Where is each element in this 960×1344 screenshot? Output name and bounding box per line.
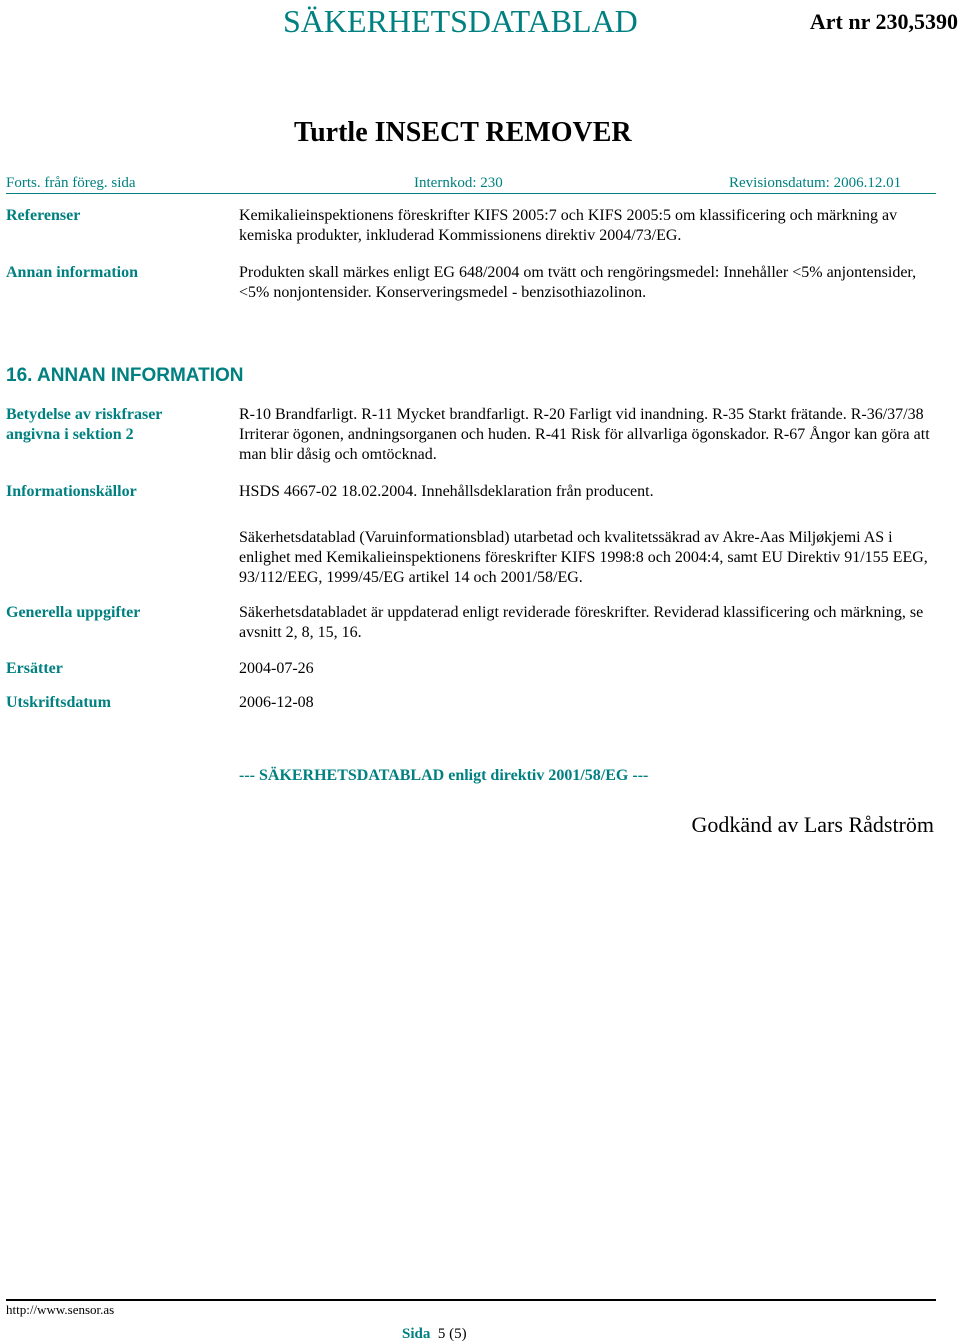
informationskallor-text: HSDS 4667-02 18.02.2004. Innehållsdeklaration från producent. — [239, 483, 654, 500]
page-indicator — [402, 1325, 467, 1343]
utskriftsdatum-label: Utskriftsdatum — [6, 694, 111, 711]
directive-line: --- SÄKERHETSDATABLAD enligt direktiv 2001/58/EG --- — [239, 767, 649, 784]
referenser-text: Kemikalieinspektionens föreskrifter KIFS 2005:7 och KIFS 2005:5 om klassificering och märkning av kemiska produkter, inkluderad Kommissionens direktiv 2004/73/EG. — [239, 207, 898, 244]
page-number: 5 (5) — [437, 1326, 467, 1342]
annan-information-label: Annan information — [6, 264, 139, 281]
page-label: Sida — [402, 1326, 431, 1342]
datasheet-statement: Säkerhetsdatablad (Varuinformationsblad) utarbetad och kvalitetssäkrad av Akre-Aas Miljøkjemi AS i enlighet med Kemikalieinspektionens föreskrifter KIFS 1998:8 och 2004:4, samt EU Direktiv 91/155 EEG, 93/112/EEG, 1999/45/EG artikel 14 och 2001/58/EG. — [239, 529, 928, 586]
continued-from-previous: Forts. från föreg. sida — [6, 175, 136, 191]
website-link[interactable]: http://www.sensor.as — [6, 1302, 115, 1317]
section-16-heading: 16. ANNAN INFORMATION — [6, 365, 244, 386]
informationskallor-label: Informationskällor — [6, 483, 137, 500]
header-divider — [6, 193, 936, 194]
generella-uppgifter-label: Generella uppgifter — [6, 604, 141, 621]
ersatter-label: Ersätter — [6, 660, 63, 677]
riskfraser-text: R-10 Brandfarligt. R-11 Mycket brandfarligt. R-20 Farligt vid inandning. R-35 Starkt frätande. R-36/37/38 Irriterar ögonen, andningsorganen och huden. R-41 Risk för allvarliga ögonskador. R-67 Ångor kan göra att man blir dåsig och omtöcknad. — [239, 406, 930, 463]
ersatter-value: 2004-07-26 — [239, 660, 314, 677]
product-name: Turtle INSECT REMOVER — [294, 117, 632, 148]
utskriftsdatum-value: 2006-12-08 — [239, 694, 314, 711]
document-title: SÄKERHETSDATABLAD — [283, 3, 638, 39]
generella-uppgifter-text: Säkerhetsdatabladet är uppdaterad enligt reviderade föreskrifter. Reviderad klassificering och märkning, se avsnitt 2, 8, 15, 16. — [239, 604, 924, 641]
referenser-label: Referenser — [6, 207, 81, 224]
approved-by: Godkänd av Lars Rådström — [691, 812, 934, 837]
revision-date: Revisionsdatum: 2006.12.01 — [729, 175, 902, 191]
internal-code: Internkod: 230 — [414, 175, 503, 191]
annan-information-text: Produkten skall märkes enligt EG 648/2004 om tvätt och rengöringsmedel: Innehåller <5% anjontensider, <5% nonjontensider. Konserveringsmedel - benzisothiazolinon. — [239, 264, 917, 301]
footer-divider — [6, 1299, 936, 1301]
article-number: Art nr 230,5390 — [809, 9, 958, 34]
riskfraser-label-line2: angivna i sektion 2 — [6, 426, 134, 443]
riskfraser-label-line1: Betydelse av riskfraser — [6, 406, 163, 423]
